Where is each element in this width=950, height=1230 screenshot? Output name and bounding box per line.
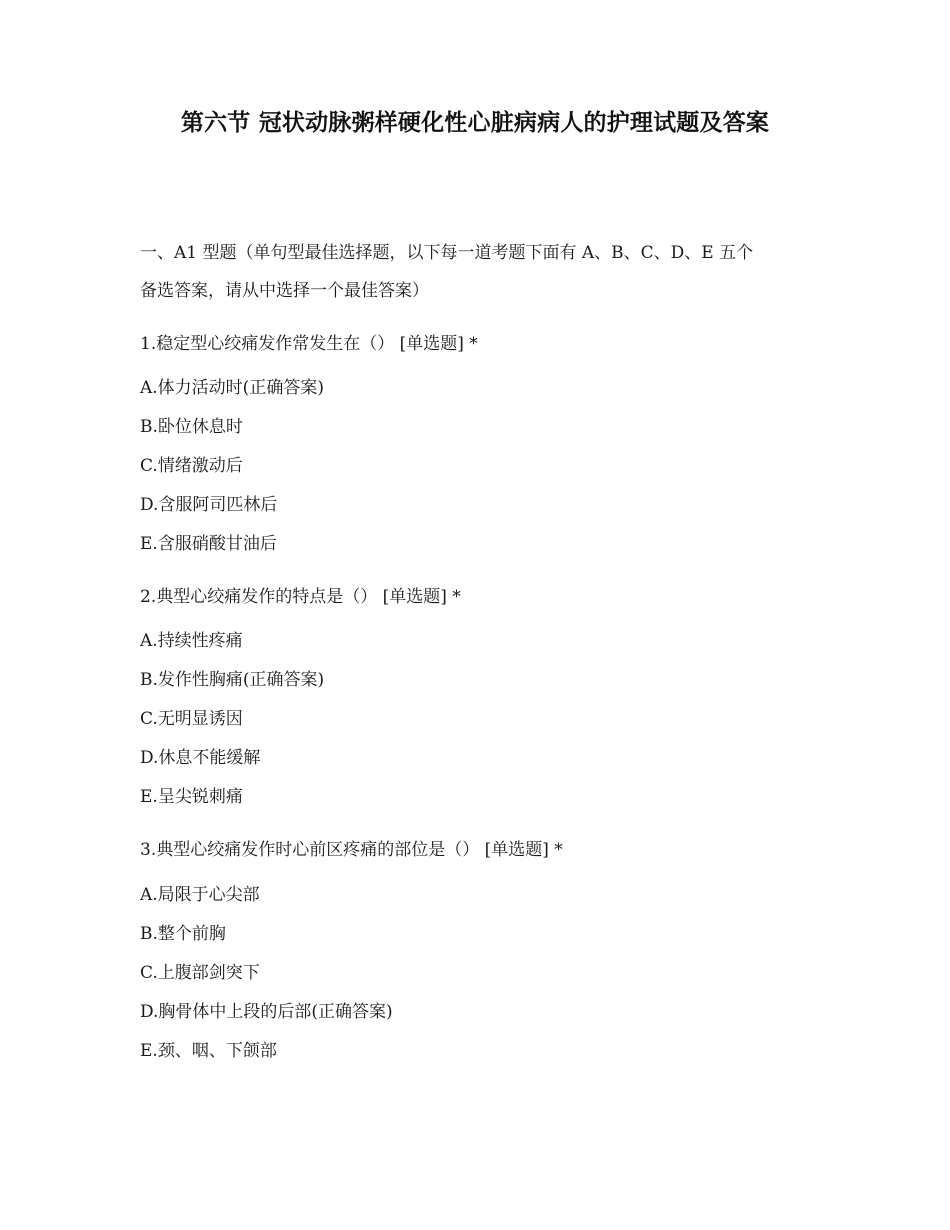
section-intro-line-1: 一、A1 型题（单句型最佳选择题，以下每一道考题下面有 A、B、C、D、E 五个: [140, 243, 754, 263]
question-1-option-a: A.体力活动时(正确答案): [140, 378, 324, 398]
question-1-option-c: C.情绪激动后: [140, 456, 243, 476]
section-intro-line-2: 备选答案，请从中选择一个最佳答案）: [140, 281, 429, 301]
question-1-stem: 1.稳定型心绞痛发作常发生在（） [单选题] *: [140, 334, 478, 354]
question-1-option-e: E.含服硝酸甘油后: [140, 534, 277, 554]
section-intro: [140, 234, 810, 310]
question-2-option-e: E.呈尖锐刺痛: [140, 787, 243, 807]
question-2-option-c: C.无明显诱因: [140, 709, 243, 729]
question-3-option-b: B.整个前胸: [140, 924, 226, 944]
question-1-option-d: D.含服阿司匹林后: [140, 495, 278, 515]
question-3-option-d: D.胸骨体中上段的后部(正确答案): [140, 1002, 393, 1022]
question-2-option-b: B.发作性胸痛(正确答案): [140, 670, 325, 690]
question-2-stem: 2.典型心绞痛发作的特点是（） [单选题] *: [140, 587, 461, 607]
page-title: 第六节 冠状动脉粥样硬化性心脏病病人的护理试题及答案: [180, 110, 770, 136]
question-1-option-b: B.卧位休息时: [140, 417, 243, 437]
question-3-option-e: E.颈、咽、下颌部: [140, 1041, 277, 1061]
question-2-option-d: D.休息不能缓解: [140, 748, 261, 768]
question-2-option-a: A.持续性疼痛: [140, 631, 243, 651]
question-3-stem: 3.典型心绞痛发作时心前区疼痛的部位是（） [单选题] *: [140, 840, 563, 860]
question-3-option-c: C.上腹部剑突下: [140, 963, 260, 983]
question-3-option-a: A.局限于心尖部: [140, 885, 260, 905]
